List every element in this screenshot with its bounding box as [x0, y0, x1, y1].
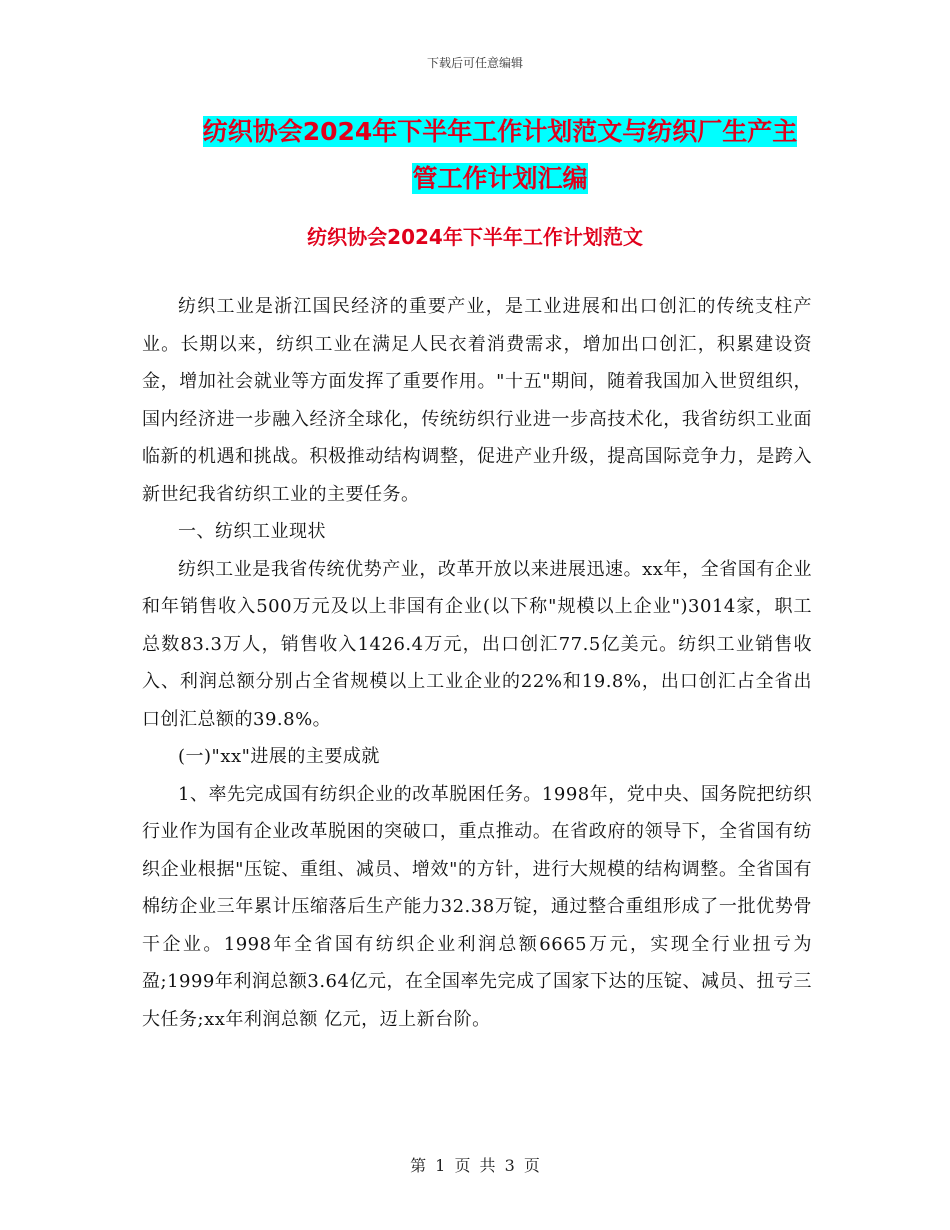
paragraph-intro: 纺织工业是浙江国民经济的重要产业，是工业进展和出口创汇的传统支柱产业。长期以来，纺织工业在满足人民衣着消费需求，增加出口创汇，积累建设资金，增加社会就业等方面发挥了重要作用。"十五"期间，随着我国加入世贸组织，国内经济进一步融入经济全球化，传统纺织行业进一步高技术化，我省纺织工业面临新的机遇和挑战。积极推动结构调整，促进产业升级，提高国际竞争力，是跨入新世纪我省纺织工业的主要任务。 — [142, 296, 812, 505]
document-title — [140, 108, 860, 202]
section-title: 纺织协会2024年下半年工作计划范文 — [307, 225, 643, 249]
page-footer: 第 1 页 共 3 页 — [410, 1156, 540, 1175]
heading-achievements: (一)"xx"进展的主要成就 — [178, 746, 380, 767]
paragraph-status: 纺织工业是我省传统优势产业，改革开放以来进展迅速。xx年，全省国有企业和年销售收入500万元及以上非国有企业(以下称"规模以上企业")3014家，职工总数83.3万人，销售收入1426.4万元，出口创汇77.5亿美元。纺织工业销售收入、利润总额分别占全省规模以上工业企业的22%和19.8%，出口创汇占全省出口创汇总额的39.8%。 — [142, 558, 812, 730]
document-body — [142, 288, 812, 1038]
paragraph-reform: 1、率先完成国有纺织企业的改革脱困任务。1998年，党中央、国务院把纺织行业作为国有企业改革脱困的突破口，重点推动。在省政府的领导下，全省国有纺织企业根据"压锭、重组、减员、增效"的方针，进行大规模的结构调整。全省国有棉纺企业三年累计压缩落后生产能力32.38万锭，通过整合重组形成了一批优势骨干企业。1998年全省国有纺织企业利润总额6665万元，实现全行业扭亏为盈;1999年利润总额3.64亿元，在全国率先完成了国家下达的压锭、减员、扭亏三大任务;xx年利润总额 亿元，迈上新台阶。 — [142, 783, 812, 1030]
document-title-line-1: 纺织协会2024年下半年工作计划范文与纺织厂生产主 — [202, 117, 798, 146]
heading-status: 一、纺织工业现状 — [178, 521, 326, 542]
header-note: 下载后可任意编辑 — [426, 56, 523, 70]
document-title-line-2: 管工作计划汇编 — [412, 164, 588, 193]
